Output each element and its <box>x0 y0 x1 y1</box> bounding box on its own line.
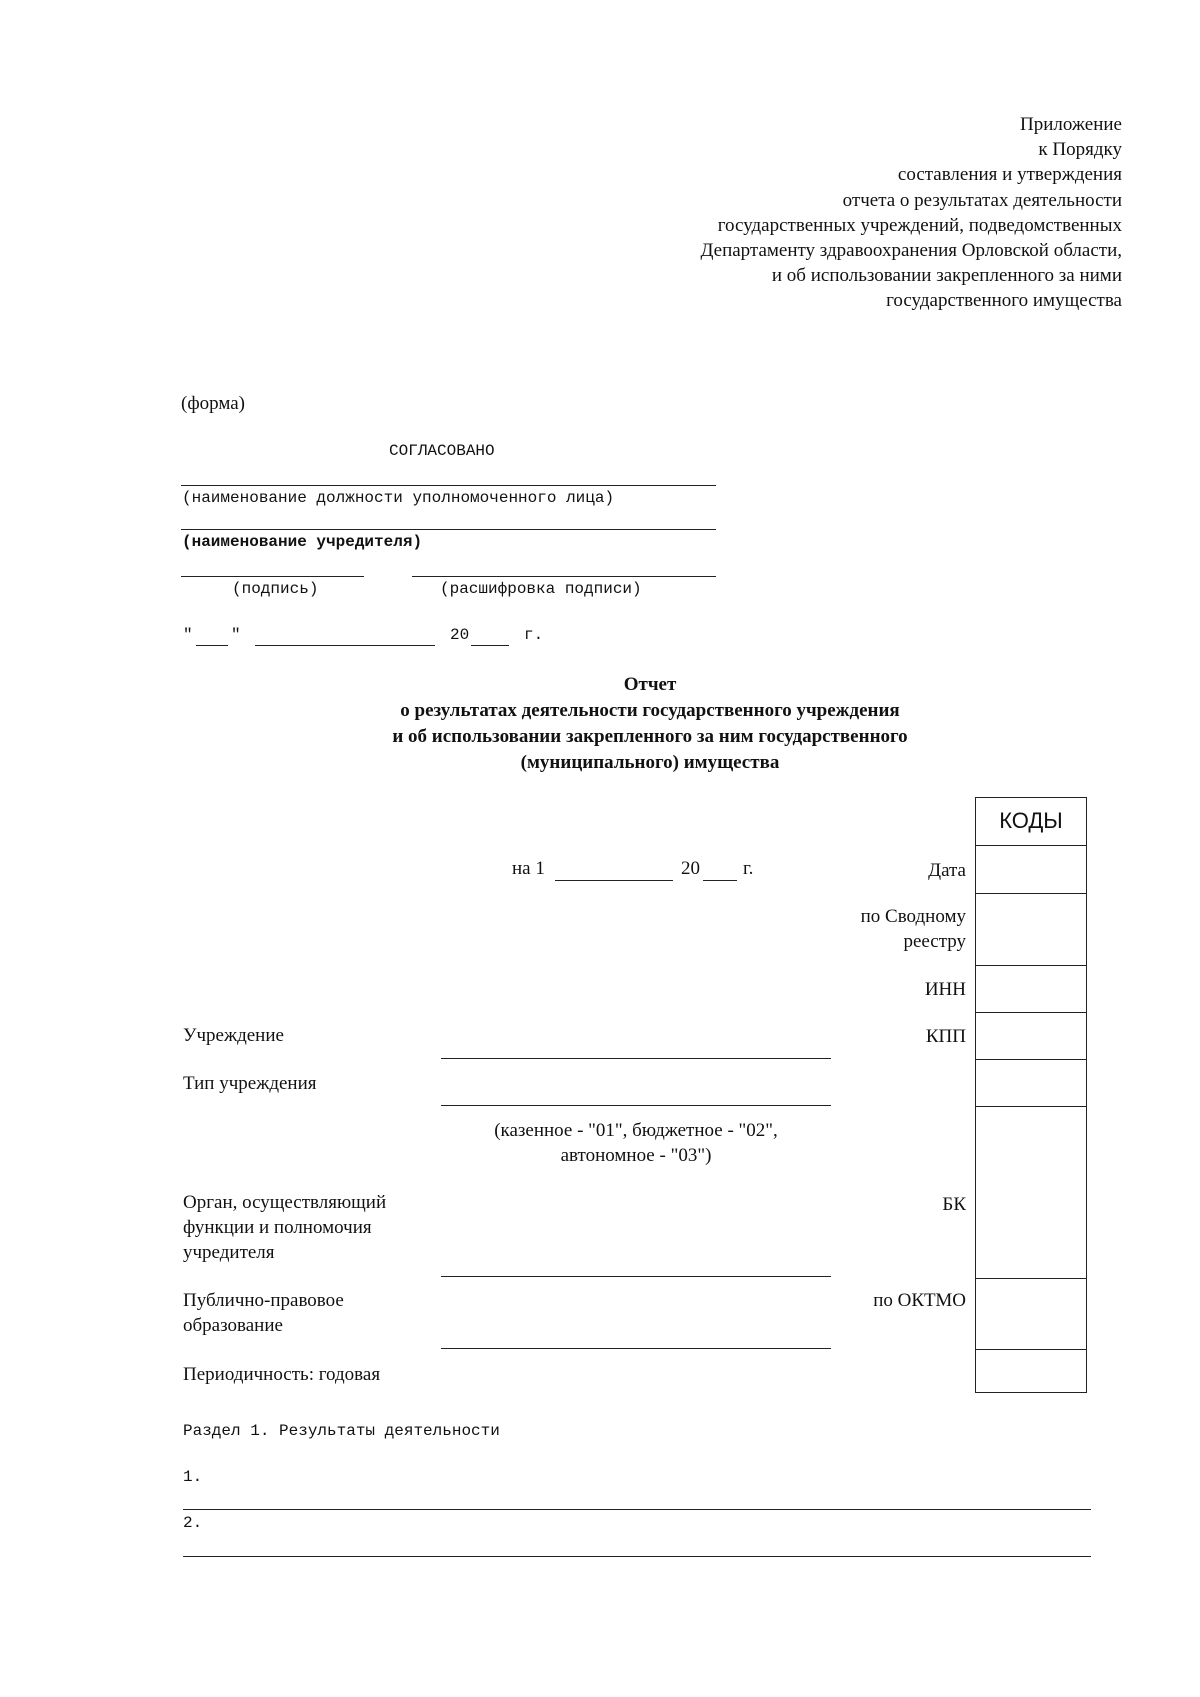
code-label-registry: по Сводному <box>860 906 966 927</box>
appendix-line: Приложение <box>1020 114 1122 135</box>
field-founder-body-3: учредителя <box>183 1242 275 1263</box>
title-line: Отчет <box>623 674 677 695</box>
type-hint-line: автономное - "03") <box>560 1145 712 1166</box>
field-institution-type: Тип учреждения <box>183 1073 317 1094</box>
field-public-entity: Публично-правовое <box>183 1290 344 1311</box>
field-periodicity: Периодичность: годовая <box>183 1364 381 1385</box>
report-date-year-prefix: 20 <box>681 858 700 879</box>
codes-row-divider <box>976 1012 1086 1013</box>
code-label-kpp: КПП <box>925 1026 966 1047</box>
institution-type-hint <box>441 1118 831 1168</box>
field-founder-body-2: функции и полномочия <box>183 1217 372 1238</box>
appendix-line: составления и утверждения <box>897 164 1122 186</box>
section1-item-1-underline <box>183 1509 1091 1510</box>
appendix-line: отчета о результатах деятельности <box>842 189 1122 211</box>
section1-item-2-underline <box>183 1556 1091 1557</box>
public-entity-underline <box>441 1348 831 1349</box>
date-day-underline <box>196 645 228 646</box>
title-line: о результатах деятельности государственного учреждения <box>400 700 900 721</box>
institution-underline <box>441 1058 831 1059</box>
codes-row-divider <box>976 1059 1086 1060</box>
codes-header: КОДЫ <box>999 808 1063 833</box>
approval-heading: СОГЛАСОВАНО <box>389 442 495 460</box>
date-quote-close: " <box>231 626 241 644</box>
code-label-inn: ИНН <box>924 979 966 1000</box>
appendix-line: к Порядку <box>1038 139 1122 161</box>
date-year-suffix: г. <box>524 626 544 644</box>
section1-heading: Раздел 1. Результаты деятельности <box>183 1422 500 1440</box>
title-line: (муниципального) имущества <box>520 752 780 773</box>
appendix-line: Департаменту здравоохранения Орловской области, <box>700 240 1122 262</box>
report-date-suffix: г. <box>743 858 754 879</box>
institution-type-underline <box>441 1105 831 1106</box>
codes-row-divider <box>976 845 1086 846</box>
section1-item-1: 1. <box>183 1468 203 1486</box>
codes-row-divider <box>976 893 1086 894</box>
field-public-entity-2: образование <box>183 1315 283 1336</box>
date-month-underline <box>255 645 435 646</box>
signature-caption: (подпись) <box>232 580 319 598</box>
field-founder-body: Орган, осуществляющий <box>183 1192 387 1213</box>
appendix-header <box>562 112 1122 314</box>
date-quote-open: " <box>183 626 193 644</box>
codes-row-divider <box>976 1278 1086 1279</box>
field-institution: Учреждение <box>183 1025 284 1046</box>
codes-table <box>975 797 1087 1393</box>
report-date-month-underline <box>555 880 673 881</box>
codes-row-divider <box>976 1106 1086 1107</box>
founder-caption: (наименование учредителя) <box>182 533 423 551</box>
appendix-line: и об использовании закрепленного за ними <box>771 265 1122 287</box>
decoding-underline <box>412 576 716 577</box>
founder-body-underline <box>441 1276 831 1277</box>
code-label-registry-2: реестру <box>903 931 966 952</box>
form-label: (форма) <box>181 393 246 414</box>
decoding-caption: (расшифровка подписи) <box>440 580 642 598</box>
appendix-line: государственных учреждений, подведомственных <box>717 214 1122 236</box>
code-label-oktmo: по ОКТМО <box>873 1290 966 1311</box>
date-year-underline <box>471 645 509 646</box>
signature-underline <box>181 576 364 577</box>
codes-row-divider <box>976 965 1086 966</box>
appendix-line: государственного имущества <box>886 290 1122 312</box>
report-title <box>300 672 1000 776</box>
founder-underline <box>181 529 716 530</box>
section1-item-2: 2. <box>183 1514 203 1532</box>
position-caption: (наименование должности уполномоченного лица) <box>182 489 615 507</box>
title-line: и об использовании закрепленного за ним государственного <box>392 726 908 747</box>
position-underline <box>181 485 716 486</box>
type-hint-line: (казенное - "01", бюджетное - "02", <box>494 1120 778 1141</box>
report-date-year-underline <box>703 880 737 881</box>
code-label-bk: БК <box>942 1194 966 1215</box>
report-date-prefix: на 1 <box>512 858 545 879</box>
date-year-prefix: 20 <box>450 626 470 644</box>
code-label-date: Дата <box>928 860 966 881</box>
codes-row-divider <box>976 1349 1086 1350</box>
